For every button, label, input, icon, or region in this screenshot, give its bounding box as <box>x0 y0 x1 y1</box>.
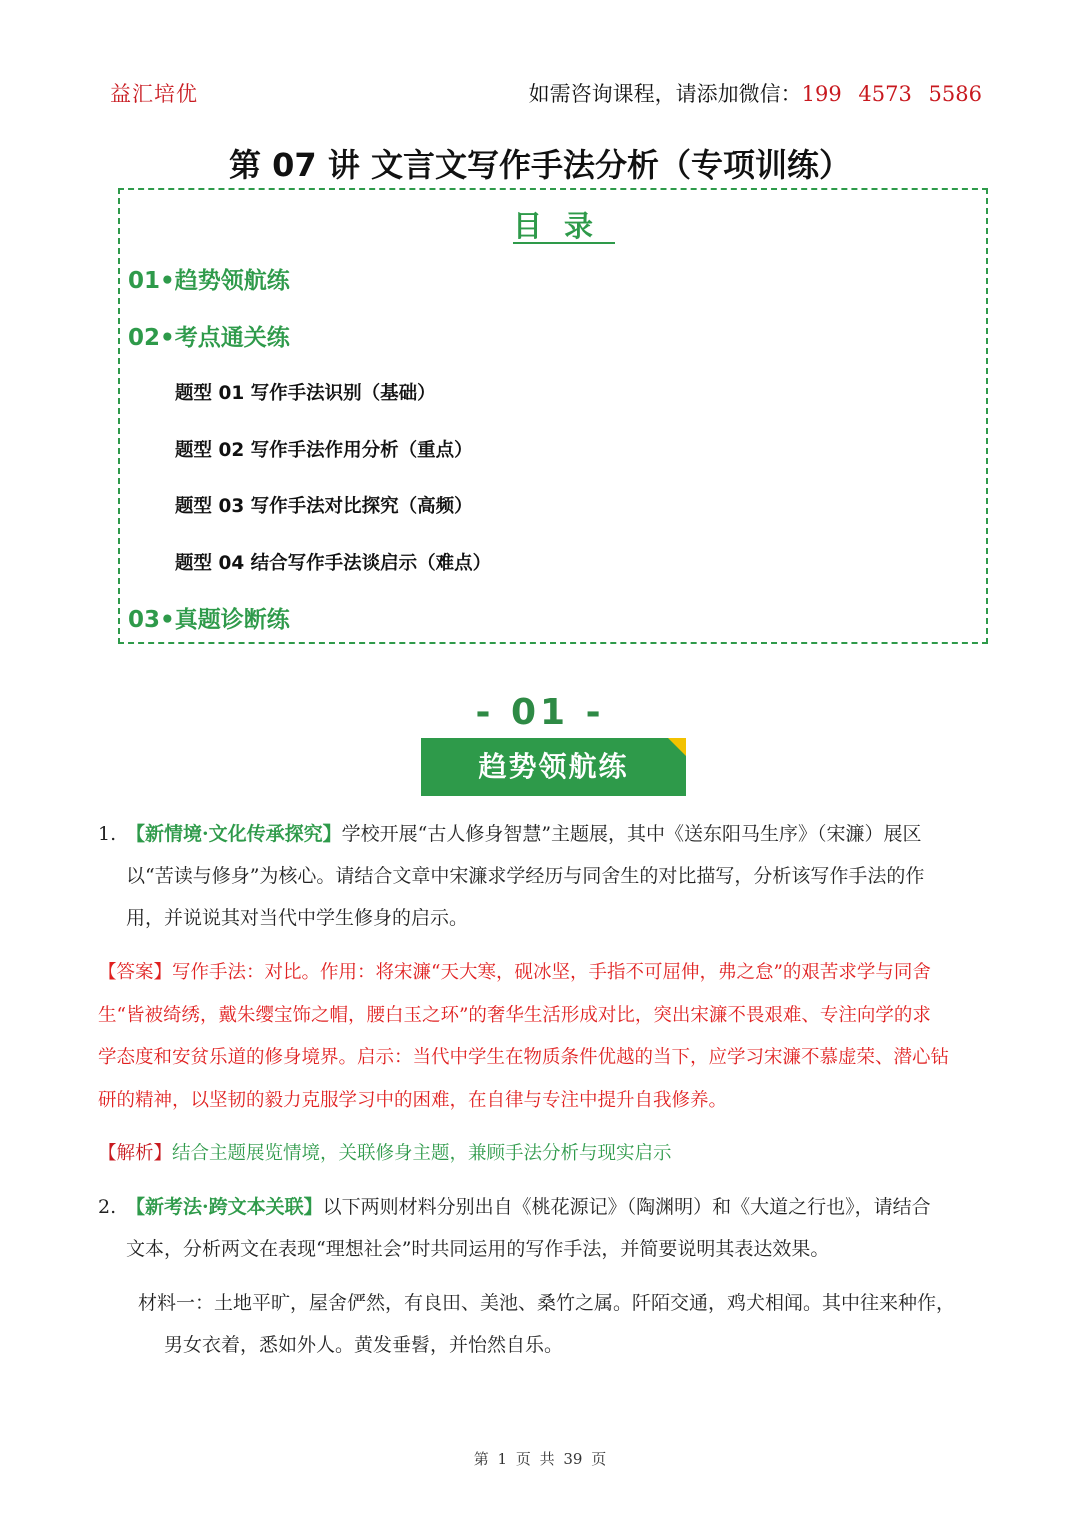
material-line: 材料一：土地平旷，屋舍俨然，有良田、美池、桑竹之属。阡陌交通，鸡犬相闻。其中往来种作， <box>138 1292 956 1314</box>
contact-prefix: 如需咨询课程，请添加微信： <box>528 82 802 106</box>
answer-line: 学态度和安贫乐道的修身境界。启示：当代中学生在物质条件优越的当下，应学习宋濂不慕虚荣、潜心钻 <box>98 1047 950 1068</box>
question-tag: 【新情境·文化传承探究】 <box>126 823 342 845</box>
toc-subitem-03[interactable]: 题型 03 写作手法对比探究（高频） <box>175 496 473 517</box>
page-footer: 第 1 页 共 39 页 <box>473 1450 607 1468</box>
toc-subitem-04[interactable]: 题型 04 结合写作手法谈启示（难点） <box>175 553 492 574</box>
material-1 <box>138 1282 988 1366</box>
toc-subitem-02[interactable]: 题型 02 写作手法作用分析（重点） <box>175 440 473 461</box>
brand-name: 益汇培优 <box>110 82 198 106</box>
analysis-block <box>98 1133 983 1175</box>
answer-line: 【答案】写作手法：对比。作用：将宋濂“天大寒，砚冰坚，手指不可屈伸，弗之怠”的艰苦求学与同舍 <box>98 962 931 983</box>
document-title: 第 07 讲 文言文写作手法分析（专项训练） <box>229 146 851 184</box>
answer-block <box>98 952 983 1122</box>
question-text: 用，并说说其对当代中学生修身的启示。 <box>126 907 469 929</box>
toc-subitem-01[interactable]: 题型 01 写作手法识别（基础） <box>175 383 436 404</box>
analysis-text: 结合主题展览情境，关联修身主题，兼顾手法分析与现实启示 <box>172 1143 672 1164</box>
toc-section-01[interactable]: 01•趋势领航练 <box>128 268 290 294</box>
analysis-label: 【解析】 <box>98 1143 173 1164</box>
question-text: 以“苦读与修身”为核心。请结合文章中宋濂求学经历与同舍生的对比描写，分析该写作手法的作 <box>126 865 925 887</box>
wechat-phone: 199 4573 5586 <box>801 82 982 106</box>
toc-section-02[interactable]: 02•考点通关练 <box>128 325 290 351</box>
toc-section-03[interactable]: 03•真题诊断练 <box>128 607 290 633</box>
question-text: 文本，分析两文在表现“理想社会”时共同运用的写作手法，并简要说明其表达效果。 <box>126 1238 830 1260</box>
toc-heading: 目录 <box>512 209 615 243</box>
question-text: 以下两则材料分别出自《桃花源记》（陶渊明）和《大道之行也》，请结合 <box>322 1196 931 1218</box>
material-line: 男女衣着，悉如外人。黄发垂髫，并怡然自乐。 <box>164 1334 564 1356</box>
question-number: 2. <box>98 1196 117 1218</box>
table-of-contents <box>118 188 988 644</box>
question-2 <box>98 1186 983 1270</box>
contact-info <box>529 78 982 108</box>
banner-label: 趋势领航练 <box>478 750 629 783</box>
section-banner <box>421 738 686 796</box>
answer-line: 研的精神，以坚韧的毅力克服学习中的困难，在自律与专注中提升自我修养。 <box>98 1089 728 1111</box>
answer-line: 生“皆被绮绣，戴朱缨宝饰之帽，腰白玉之环”的奢华生活形成对比，突出宋濂不畏艰难、专注向学的求 <box>98 1004 931 1026</box>
question-number: 1. <box>98 823 117 845</box>
question-tag: 【新考法·跨文本关联】 <box>126 1196 323 1218</box>
question-text: 学校开展“古人修身智慧”主题展，其中《送东阳马生序》（宋濂）展区 <box>341 823 922 845</box>
question-1 <box>98 813 983 939</box>
section-number: - 01 - <box>475 692 605 733</box>
